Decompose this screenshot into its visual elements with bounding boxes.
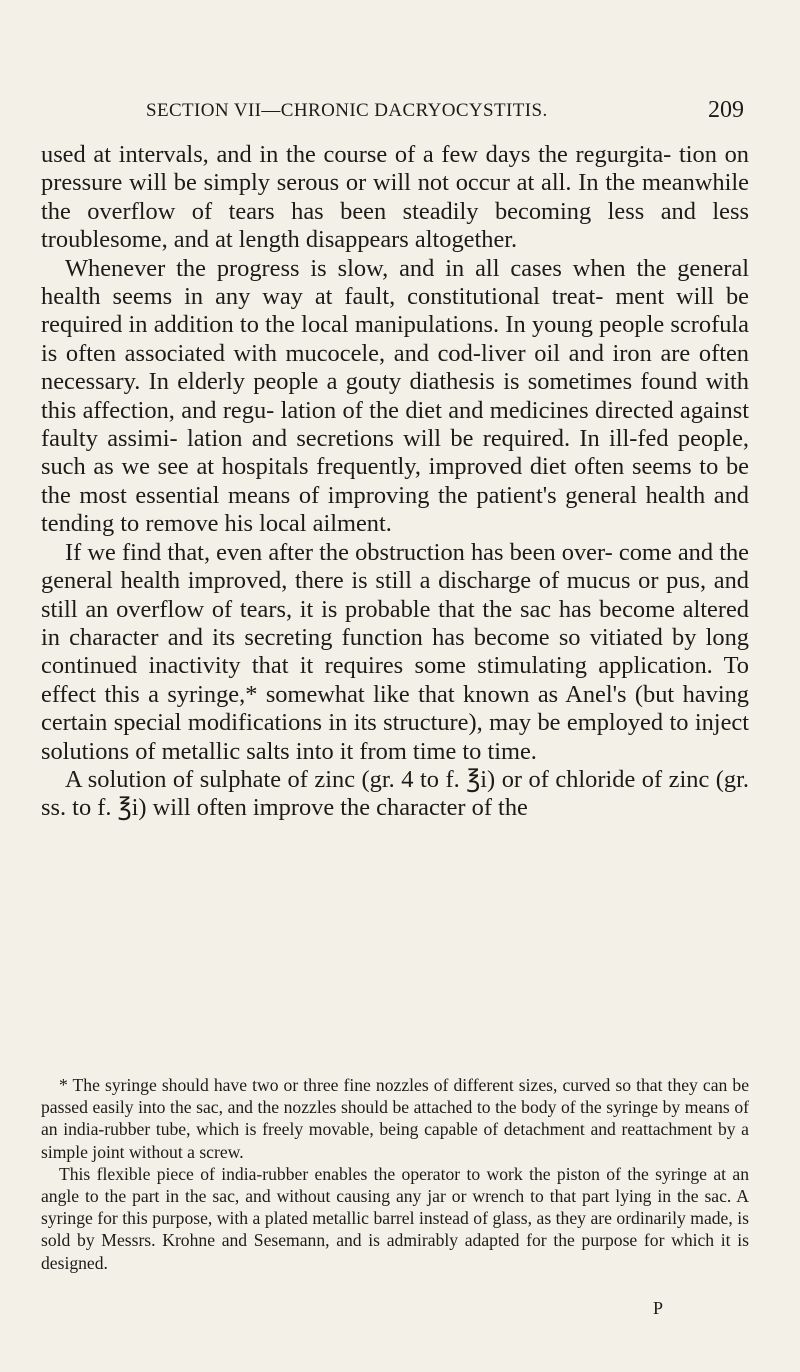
paragraph-3: If we find that, even after the obstruction has been over- come and the general health improved, there is still a discharge of mucus or pus, and still an overflow of tears, it is probable that the sac has become altered in character and its secreting function has become so vitiated by long continued inactivity that it requires some stimulating application. To effect this a syringe,* somewhat like that known as Anel's (but having certain special modifications in its structure), may be employed to inject solutions of metallic salts into it from time to time. <box>41 538 749 765</box>
footnote-2: This flexible piece of india-rubber enables the operator to work the piston of the syringe at an angle to the part in the sac, and without causing any jar or wrench to that part lying in the sac. A syringe for this purpose, with a plated metallic barrel instead of glass, as they are ordinarily made, is sold by Messrs. Krohne and Sesemann, and is admirably adapted for the purpose for which it is designed. <box>41 1163 749 1273</box>
section-title: SECTION VII—CHRONIC DACRYOCYSTITIS. <box>146 100 548 121</box>
running-header <box>40 97 744 134</box>
paragraph-1: used at intervals, and in the course of a few days the regurgita- tion on pressure will be simply serous or will not occur at all. In the meanwhile the overflow of tears has been steadily becoming less and less troublesome, and at length disappears altogether. <box>41 141 749 254</box>
paragraph-2: Whenever the progress is slow, and in all cases when the general health seems in any way at fault, constitutional treat- ment will be required in addition to the local manipulations. In young people scrofula is often associated with mucocele, and cod-liver oil and iron are often necessary. In elderly people a gouty diathesis is sometimes found with this affection, and regu- lation of the diet and medicines directed against faulty assimi- lation and secretions will be required. In ill-fed people, such as we see at hospitals frequently, improved diet often seems to be the most essential means of improving the patient's general health and tending to remove his local ailment. <box>41 254 749 538</box>
signature-mark: P <box>653 1298 664 1318</box>
paragraph-4: A solution of sulphate of zinc (gr. 4 to f. ℥i) or of chloride of zinc (gr. ss. to f. ℥i) will often improve the character of the <box>41 765 749 822</box>
footnote-1: * The syringe should have two or three fine nozzles of different sizes, curved so that they can be passed easily into the sac, and the nozzles should be attached to the body of the syringe by means of an india-rubber tube, which is freely movable, being capable of detachment and reattachment by a simple joint without a screw. <box>41 1075 749 1162</box>
footnote-block <box>41 1074 749 1274</box>
page-number: 209 <box>708 97 744 123</box>
main-text <box>41 141 749 823</box>
